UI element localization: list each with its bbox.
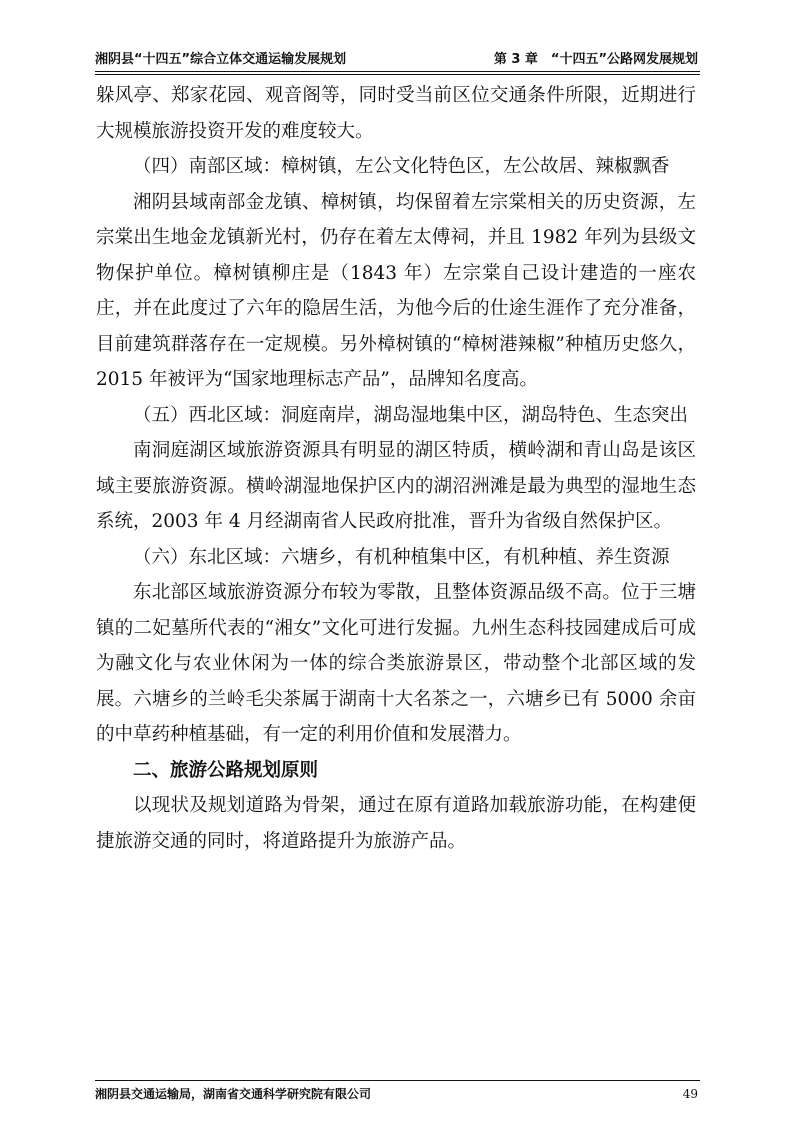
page-header	[95, 50, 698, 72]
header-chapter-title: 第 3 章 “十四五”公路网发展规划	[493, 52, 698, 67]
paragraph-northeast-region: 东北部区域旅游资源分布较为零散，且整体资源品级不高。位于三塘镇的二妃墓所代表的“湘女”文化可进行发掘。九州生态科技园建成后可成为融文化与农业休闲为一体的综合类旅游景区，带动整个北部区域的发展。六塘乡的兰岭毛尖茶属于湖南十大名茶之一，六塘乡已有 5000 余亩的中草药种植基础，有一定的利用价值和发展潜力。	[96, 582, 696, 745]
header-divider	[95, 71, 700, 75]
paragraph-northwest-region: 南洞庭湖区域旅游资源具有明显的湖区特质，横岭湖和青山岛是该区域主要旅游资源。横岭湖湿地保护区内的湖沼洲滩是最为典型的湿地生态系统，2003 年 4 月经湖南省人民政府批准，晋升为省级自然保护区。	[96, 440, 696, 532]
subsection-heading-northwest: （五）西北区域：洞庭南岸，湖岛湿地集中区，湖岛特色、生态突出	[133, 404, 689, 426]
header-document-title: 湘阴县“十四五”综合立体交通运输发展规划	[95, 52, 347, 67]
page-body	[96, 78, 696, 859]
footer-divider	[95, 1080, 700, 1081]
page-number: 49	[682, 1087, 698, 1101]
footer-organization: 湘阴县交通运输局，湖南省交通科学研究院有限公司	[95, 1087, 372, 1101]
paragraph-continued: 躲风亭、郑家花园、观音阁等，同时受当前区位交通条件所限，近期进行大规模旅游投资开发的难度较大。	[96, 85, 696, 142]
section-heading-principles: 二、旅游公路规划原则	[133, 759, 319, 781]
paragraph-south-region: 湘阴县域南部金龙镇、樟树镇，均保留着左宗棠相关的历史资源，左宗棠出生地金龙镇新光村，仍存在着左太傅祠，并且 1982 年列为县级文物保护单位。樟树镇柳庄是（1843 年）左宗棠自己设计建造的一座农庄，并在此度过了六年的隐居生活，为他今后的仕途生涯作了充分准备，目前建筑群落存在一定规模。另外樟树镇的“樟树港辣椒”种植历史悠久，2015 年被评为“国家地理标志产品”，品牌知名度高。	[96, 191, 696, 390]
subsection-heading-south: （四）南部区域：樟树镇，左公文化特色区，左公故居、辣椒飘香	[133, 156, 670, 177]
subsection-heading-northeast: （六）东北区域：六塘乡，有机种植集中区，有机种植、养生资源	[133, 546, 670, 568]
paragraph-principles: 以现状及规划道路为骨架，通过在原有道路加载旅游功能，在构建便捷旅游交通的同时，将道路提升为旅游产品。	[96, 795, 696, 852]
page-footer	[95, 1085, 698, 1105]
